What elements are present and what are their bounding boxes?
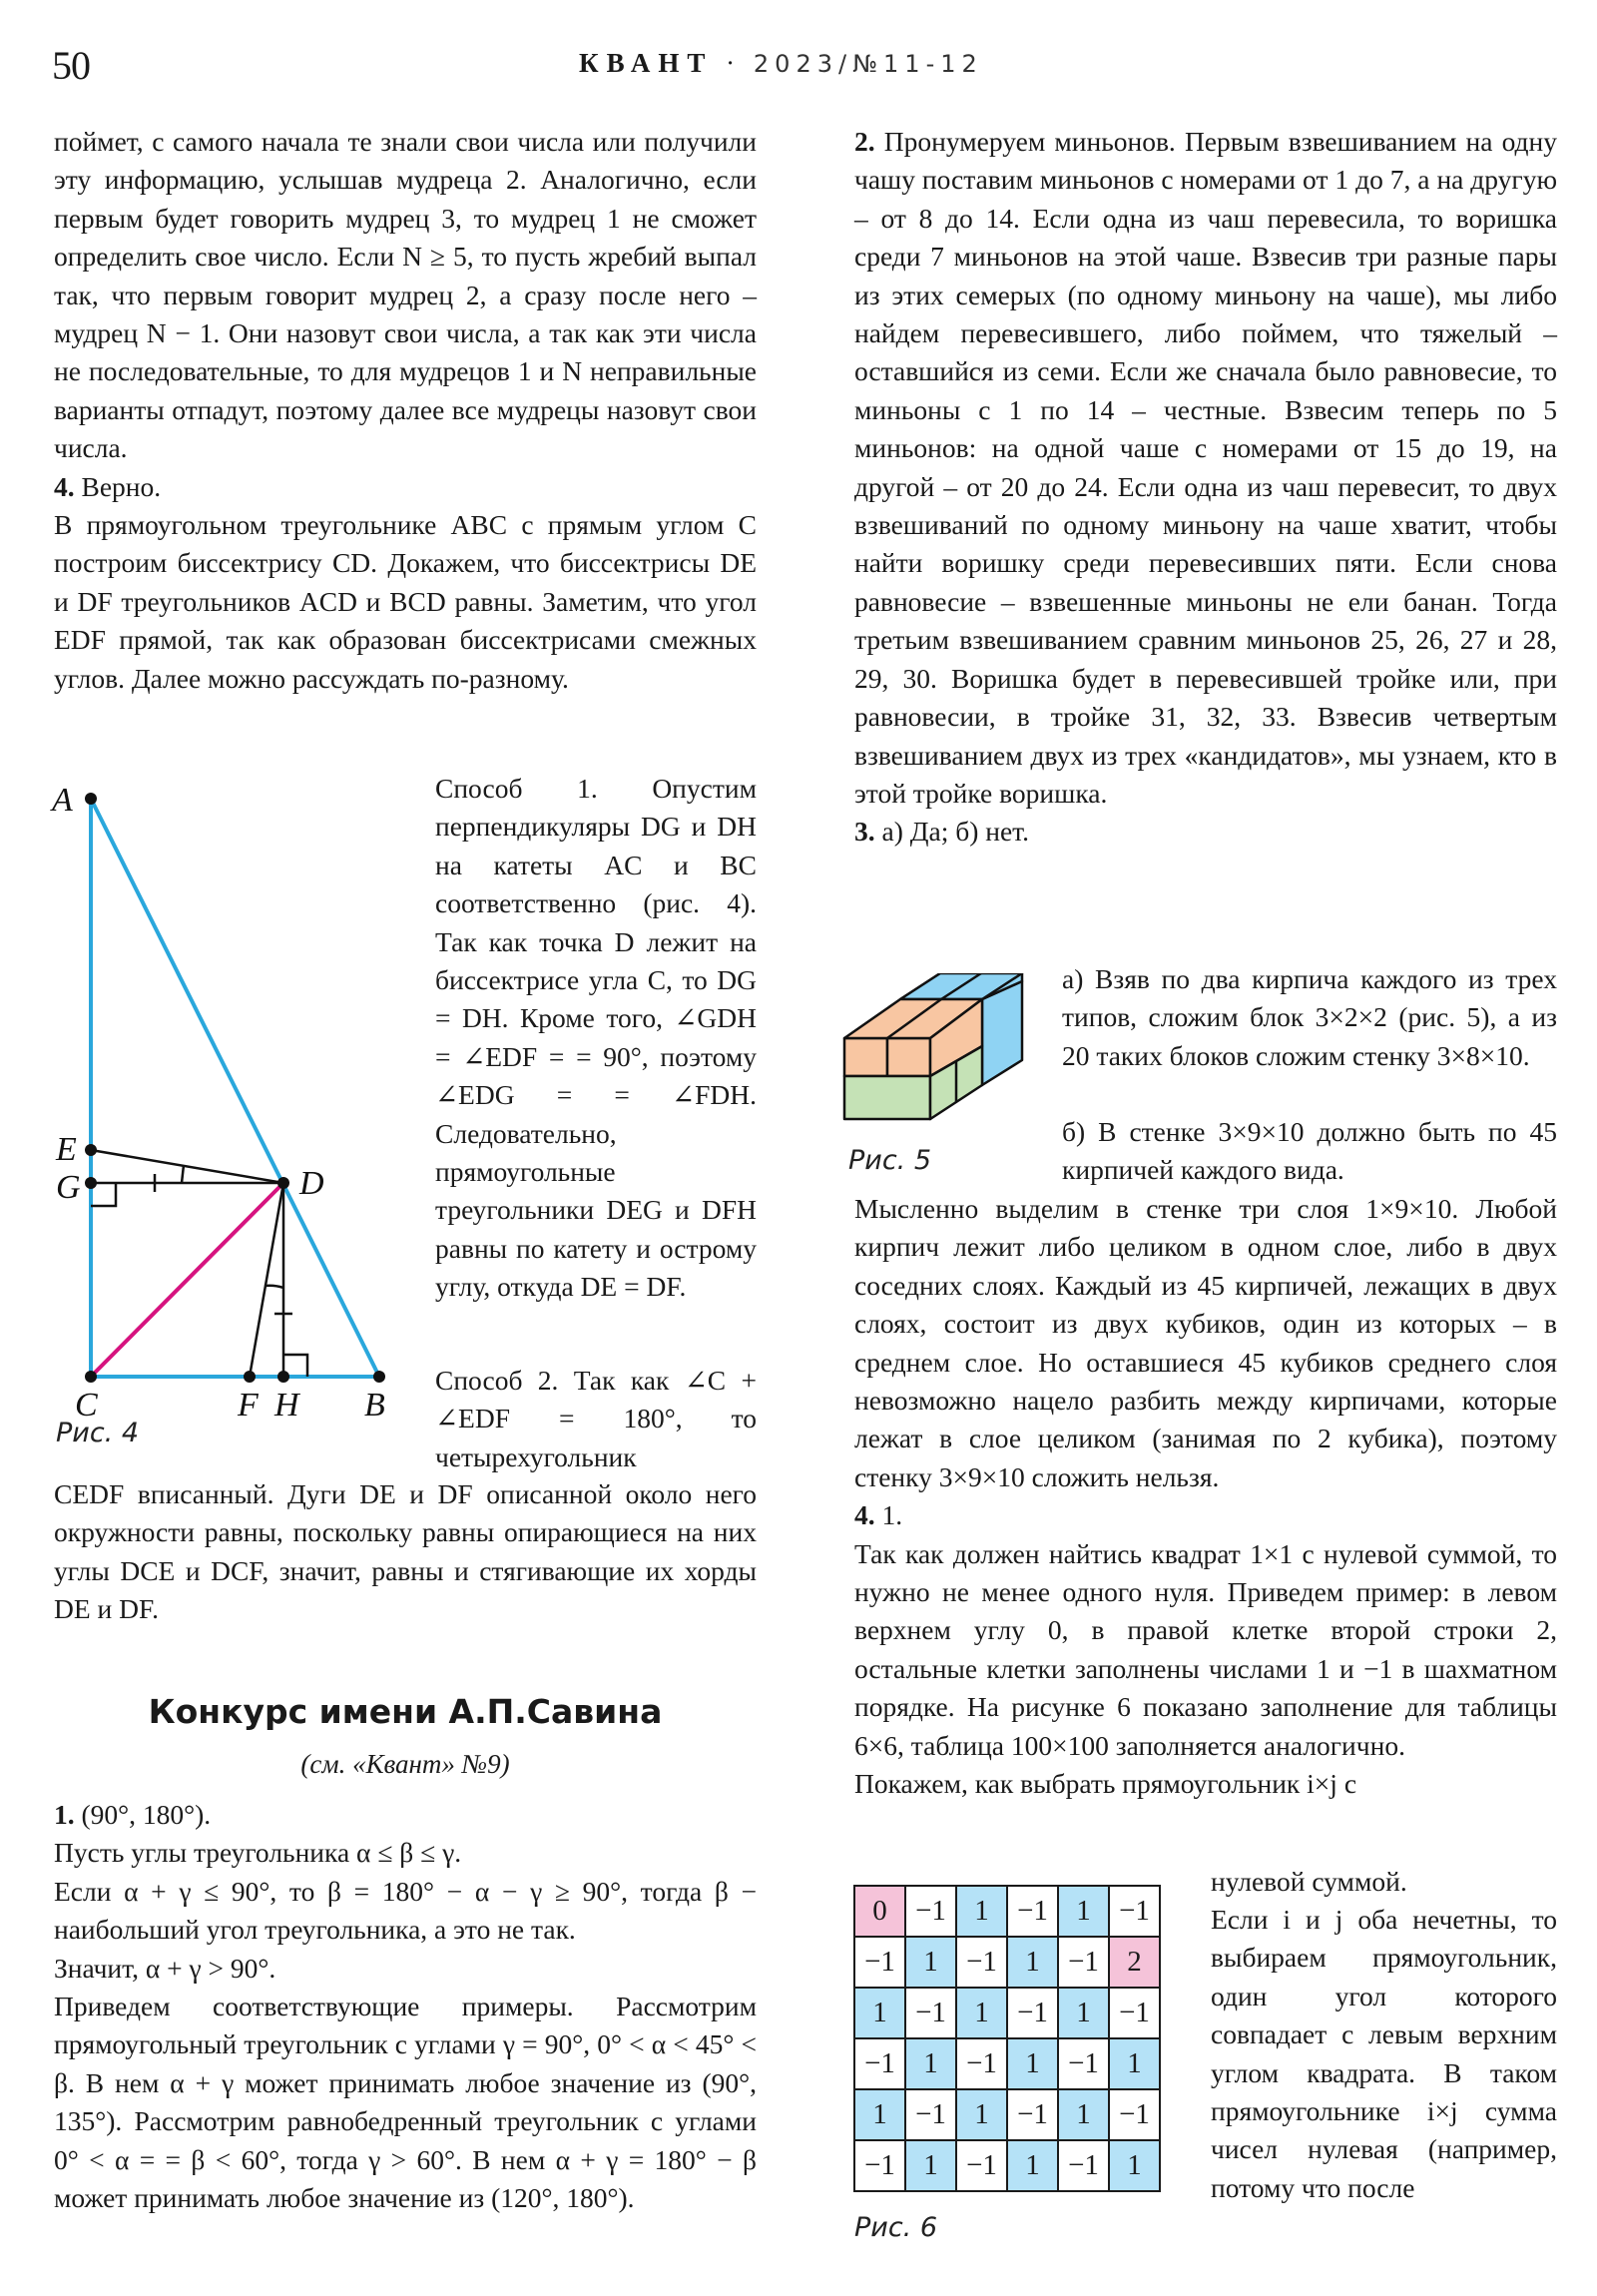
table-cell: 1 bbox=[1058, 2089, 1109, 2140]
table-cell: 1 bbox=[905, 1937, 956, 1988]
savin-answers bbox=[54, 1796, 757, 2217]
table-cell: −1 bbox=[854, 2140, 905, 2191]
answer-3a-text: а) Взяв по два кирпича каждого из трех типов, сложим блок 3×2×2 (рис. 5), а из 20 таких блоков сложим стенку 3×8×10. bbox=[1062, 963, 1557, 1071]
table-cell: 1 bbox=[1058, 1988, 1109, 2038]
savin-line: Пусть углы треугольника α ≤ β ≤ γ. bbox=[54, 1837, 462, 1869]
table-cell: −1 bbox=[1007, 1988, 1058, 2038]
point-label-g: G bbox=[56, 1169, 81, 1206]
table-cell: 1 bbox=[956, 1988, 1007, 2038]
answer-text: 1. bbox=[881, 1499, 903, 1531]
savin-answer-1 bbox=[54, 1796, 757, 1834]
brick-orange-front-1 bbox=[844, 1038, 887, 1076]
table-cell: −1 bbox=[1109, 1886, 1160, 1937]
table-cell: −1 bbox=[956, 2038, 1007, 2089]
table-cell: 2 bbox=[1109, 1937, 1160, 1988]
table-cell: 1 bbox=[956, 1886, 1007, 1937]
point-label-c: C bbox=[75, 1387, 98, 1424]
point-label-f: F bbox=[238, 1387, 259, 1424]
issue-number: 2023/№11-12 bbox=[753, 50, 983, 78]
side-ab bbox=[91, 799, 379, 1377]
table-cell: −1 bbox=[1007, 1886, 1058, 1937]
table-cell: −1 bbox=[1109, 2089, 1160, 2140]
answer-label: 2. bbox=[854, 126, 875, 157]
brick-green-front bbox=[844, 1076, 930, 1119]
bisector-de bbox=[91, 1150, 283, 1183]
table-cell: −1 bbox=[1109, 1988, 1160, 2038]
table-cell: 1 bbox=[1109, 2140, 1160, 2191]
page-number: 50 bbox=[52, 43, 90, 88]
table-row bbox=[854, 2089, 1160, 2140]
table-cell: 1 bbox=[854, 2089, 905, 2140]
point-g bbox=[85, 1177, 97, 1189]
section-title: Конкурс имени А.П.Савина bbox=[148, 1692, 663, 1731]
table-row bbox=[854, 1937, 1160, 1988]
brick-orange-front-2 bbox=[887, 1038, 930, 1076]
table-row bbox=[854, 1886, 1160, 1937]
method-1-text: Способ 1. Опустим перпендикуляры DG и DH на катеты AC и BC соответственно (рис. 4). Так как точка D лежит на биссектрисе угла C, то DG = DH. Кроме того, ∠GDH = ∠EDF = = 90°, поэтому ∠EDG = = ∠FDH. Следовательно, прямоугольные треугольники DEG и DFH равны по катету и острому углу, откуда DE = DF. bbox=[435, 773, 757, 1303]
answer-2 bbox=[854, 123, 1557, 813]
table-cell: 1 bbox=[1007, 2140, 1058, 2191]
answer-label: 1. bbox=[54, 1799, 75, 1830]
point-d bbox=[277, 1177, 289, 1189]
answer-text: а) Да; б) нет. bbox=[881, 816, 1029, 848]
table-cell: 1 bbox=[956, 2089, 1007, 2140]
point-label-d: D bbox=[299, 1165, 324, 1202]
answer-4-narrow: Если i и j оба нечетны, то выбираем прямоугольник, один угол которого совпадает с левым верхним углом квадрата. В таком прямоугольнике i×j сумма чисел нулевая (например, потому что после bbox=[1211, 1904, 1557, 2203]
point-e bbox=[85, 1144, 97, 1156]
savin-line: Значит, α + γ > 90°. bbox=[54, 1952, 276, 1984]
table-cell: −1 bbox=[956, 2140, 1007, 2191]
point-label-a: A bbox=[52, 782, 73, 819]
answer-4 bbox=[854, 1496, 1557, 1534]
point-b bbox=[373, 1371, 385, 1383]
table-cell: 1 bbox=[1007, 1937, 1058, 1988]
answer-4-text3: нулевой суммой. bbox=[1211, 1866, 1407, 1897]
answer-text: Пронумеруем миньонов. Первым взвешиванием на одну чашу поставим миньонов с номерами от 1 до 7, а на другую – от 8 до 14. Если одна из чаш перевесила, то воришка среди 7 миньонов на этой чаше. Взвесив три разные пары из этих семерых (по одному миньону на чаше), мы либо найдем перевесившего, либо поймем, что тяжелый – оставшийся из семи. Если же сначала было равновесие, то миньоны с 1 по 14 – честные. Взвесим теперь по 5 миньонов: на одной чаше с номерами от 15 до 19, на другой – от 20 до 24. Если одна из чаш перевесит, то двух взвешиваний по одному миньону на чаше хватит, чтобы найти воришку среди перевесивших пяти. Если снова равновесие – взвешенные миньоны не ели банан. Тогда третьим взвешиванием сравним миньонов 25, 26, 27 и 28, 29, 30. Воришка будет в перевесившей тройке или, при равновесии, в тройке 31, 32, 33. Взвесив четвертым взвешиванием двух из трех «кандидатов», мы узнаем, кто в этой тройке воришка. bbox=[854, 126, 1557, 809]
figure-5-bricks bbox=[838, 973, 1038, 1143]
savin-line: Приведем соответствующие примеры. Рассмотрим прямоугольный треугольник с углами γ = 90°, 0° < α < 45° < β. В нем α + γ может принимать любое значение из (90°, 135°). Рассмотрим равнобедренный треугольник с углами 0° < α = = β < 60°, тогда γ > 60°. В нем α + γ = 180° − β может принимать любое значение из (120°, 180°). bbox=[54, 1991, 757, 2214]
point-h bbox=[277, 1371, 289, 1383]
right-column bbox=[854, 123, 1557, 852]
figure-6-table bbox=[853, 1885, 1161, 2192]
point-label-e: E bbox=[56, 1131, 77, 1168]
table-cell: −1 bbox=[905, 1988, 956, 2038]
figure-6-caption: Рис. 6 bbox=[854, 2212, 938, 2243]
table-cell: −1 bbox=[905, 2089, 956, 2140]
paragraph-bisectors: В прямоугольном треугольнике ABC с прямым углом C построим биссектрису CD. Докажем, что биссектрисы DE и DF треугольников ACD и BCD равны. Заметим, что угол EDF прямой, так как образован биссектрисами смежных углов. Далее можно рассуждать по-разному. bbox=[54, 509, 757, 694]
answer-4-text: Так как должен найтись квадрат 1×1 с нулевой суммой, то нужно не менее одного нуля. Приведем пример: в левом верхнем углу 0, в правой клетке второй строки 2, остальные клетки заполнены числами 1 и −1 в шахматном порядке. На рисунке 6 показано заполнение для таблицы 6×6, таблица 100×100 заполняется аналогично. bbox=[854, 1537, 1557, 1761]
table-cell: 1 bbox=[905, 2140, 956, 2191]
angle-arc-edg bbox=[182, 1165, 184, 1183]
point-f bbox=[244, 1371, 256, 1383]
point-label-b: B bbox=[364, 1387, 385, 1424]
table-cell: −1 bbox=[1058, 2038, 1109, 2089]
method-2-narrow: Способ 2. Так как ∠C + ∠EDF = 180°, то четырехугольник bbox=[435, 1365, 757, 1472]
table-row bbox=[854, 2038, 1160, 2089]
answer-4-text2: Покажем, как выбрать прямоугольник i×j с bbox=[854, 1768, 1357, 1800]
right-column-lower bbox=[854, 1190, 1557, 1804]
answer-text: (90°, 180°). bbox=[81, 1799, 212, 1830]
table-row bbox=[854, 2140, 1160, 2191]
table-cell: −1 bbox=[854, 2038, 905, 2089]
answer-label: 4. bbox=[54, 470, 75, 502]
table-cell: −1 bbox=[1058, 1937, 1109, 1988]
section-subtitle: (см. «Квант» №9) bbox=[300, 1749, 510, 1779]
table-row bbox=[854, 1988, 1160, 2038]
table-cell: 1 bbox=[1058, 1886, 1109, 1937]
method-2-wide: CEDF вписанный. Дуги DE и DF описанной около него окружности равны, поскольку равны опирающиеся на них углы DCE и DCF, значит, равны и стягивающие их хорды DE и DF. bbox=[54, 1478, 757, 1625]
journal-name: КВАНТ bbox=[579, 48, 714, 78]
angle-arc-fdh bbox=[265, 1286, 283, 1288]
figure-4-caption: Рис. 4 bbox=[56, 1418, 140, 1448]
point-label-h: H bbox=[274, 1387, 299, 1424]
table-cell: −1 bbox=[956, 1937, 1007, 1988]
savin-line: Если α + γ ≤ 90°, то β = 180° − α − γ ≥ 90°, тогда β − наибольший угол треугольника, а это не так. bbox=[54, 1875, 757, 1946]
figure-5-caption: Рис. 5 bbox=[848, 1145, 932, 1176]
table-cell: 1 bbox=[905, 2038, 956, 2089]
header-separator: · bbox=[726, 48, 742, 78]
answer-text: Верно. bbox=[81, 470, 162, 502]
table-cell: −1 bbox=[1058, 2140, 1109, 2191]
paragraph-sages-end: поймет, с самого начала те знали свои числа или получили эту информацию, услышав мудреца 2. Аналогично, если первым будет говорить мудрец 3, то мудрец 1 не сможет определить свое число. Если N ≥ 5, то пусть жребий выпал так, что первым говорит мудрец 2, а сразу после него – мудрец N − 1. Они назовут свои числа, а так как эти числа не последовательные, то для мудрецов 1 и N неправильные варианты отпадут, поэтому далее все мудрецы назовут свои числа. bbox=[54, 126, 757, 464]
table-cell: 1 bbox=[854, 1988, 905, 2038]
answer-3b-wide: Мысленно выделим в стенке три слоя 1×9×10. Любой кирпич лежит либо целиком в одном слое, либо в двух соседних слоях. Каждый из 45 кирпичей, лежащих в двух слоях, состоит из двух кубиков, один из которых – в среднем слое. Но оставшиеся 45 кубиков среднего слоя невозможно нацело разбить между кирпичами, которые лежат в слое целиком (занимая по 2 кубика), поэтому стенку 3×9×10 сложить нельзя. bbox=[854, 1193, 1557, 1492]
point-c bbox=[85, 1371, 97, 1383]
answer-3 bbox=[854, 813, 1557, 851]
answer-label: 3. bbox=[854, 816, 875, 848]
table-cell: 0 bbox=[854, 1886, 905, 1937]
table-cell: −1 bbox=[1007, 2089, 1058, 2140]
table-cell: 1 bbox=[1109, 2038, 1160, 2089]
point-a bbox=[85, 793, 97, 805]
answer-3b-narrow: б) В стенке 3×9×10 должно быть по 45 кирпичей каждого вида. bbox=[1062, 1116, 1557, 1186]
table-cell: −1 bbox=[854, 1937, 905, 1988]
table-cell: 1 bbox=[1007, 2038, 1058, 2089]
table-cell: −1 bbox=[905, 1886, 956, 1937]
answer-label: 4. bbox=[854, 1499, 875, 1531]
